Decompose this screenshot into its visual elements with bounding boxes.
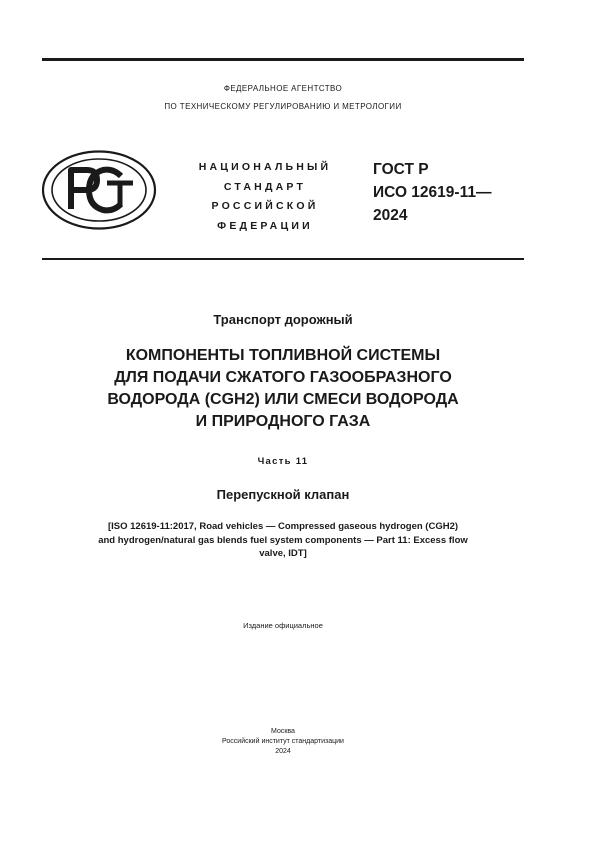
title-line: ДЛЯ ПОДАЧИ СЖАТОГО ГАЗООБРАЗНОГО: [114, 369, 452, 386]
document-part: Часть 11: [257, 456, 309, 467]
title-line: И ПРИРОДНОГО ГАЗА: [195, 413, 371, 430]
title-line: КОМПОНЕНТЫ ТОПЛИВНОЙ СИСТЕМЫ: [125, 347, 441, 364]
imprint-publisher: Российский институт стандартизации: [222, 737, 344, 745]
agency-name-line-1: ФЕДЕРАЛЬНОЕ АГЕНТСТВО: [223, 84, 343, 93]
document-title: [42, 345, 524, 433]
title-line: ВОДОРОДА (CGH2) ИЛИ СМЕСИ ВОДОРОДА: [107, 391, 459, 408]
reference-line: and hydrogen/natural gas blends fuel system components — Part 11: Excess flow: [98, 534, 468, 546]
national-standard-line: СТАНДАРТ: [223, 180, 307, 193]
original-standard-reference: [42, 520, 524, 561]
designation-line: ИСО 12619-11—: [373, 184, 492, 201]
designation-line: 2024: [373, 207, 408, 224]
edition-note: Издание официальное: [243, 621, 323, 630]
national-standard-line: РОССИЙСКОЙ: [211, 200, 319, 212]
reference-line: [ISO 12619-11:2017, Road vehicles — Compressed gaseous hydrogen (CGH2): [107, 521, 459, 532]
rst-gost-emblem-icon: [41, 150, 157, 230]
top-rule: [42, 58, 524, 61]
imprint-year: 2024: [275, 747, 291, 755]
document-subtitle: Перепускной клапан: [216, 487, 350, 502]
imprint-city: Москва: [271, 728, 295, 735]
designation-line: ГОСТ Р: [373, 161, 429, 178]
national-standard-line: ФЕДЕРАЦИИ: [217, 219, 313, 232]
national-standard-label: [178, 158, 352, 236]
header-bottom-rule: [42, 258, 524, 260]
agency-name-line-2: ПО ТЕХНИЧЕСКОМУ РЕГУЛИРОВАНИЮ И МЕТРОЛОГИИ: [164, 102, 402, 111]
document-subject: Транспорт дорожный: [213, 312, 353, 327]
reference-line: valve, IDT]: [259, 548, 307, 559]
standard-designation: [373, 158, 523, 227]
national-standard-line: НАЦИОНАЛЬНЫЙ: [198, 161, 332, 173]
publisher-imprint: [42, 727, 524, 756]
